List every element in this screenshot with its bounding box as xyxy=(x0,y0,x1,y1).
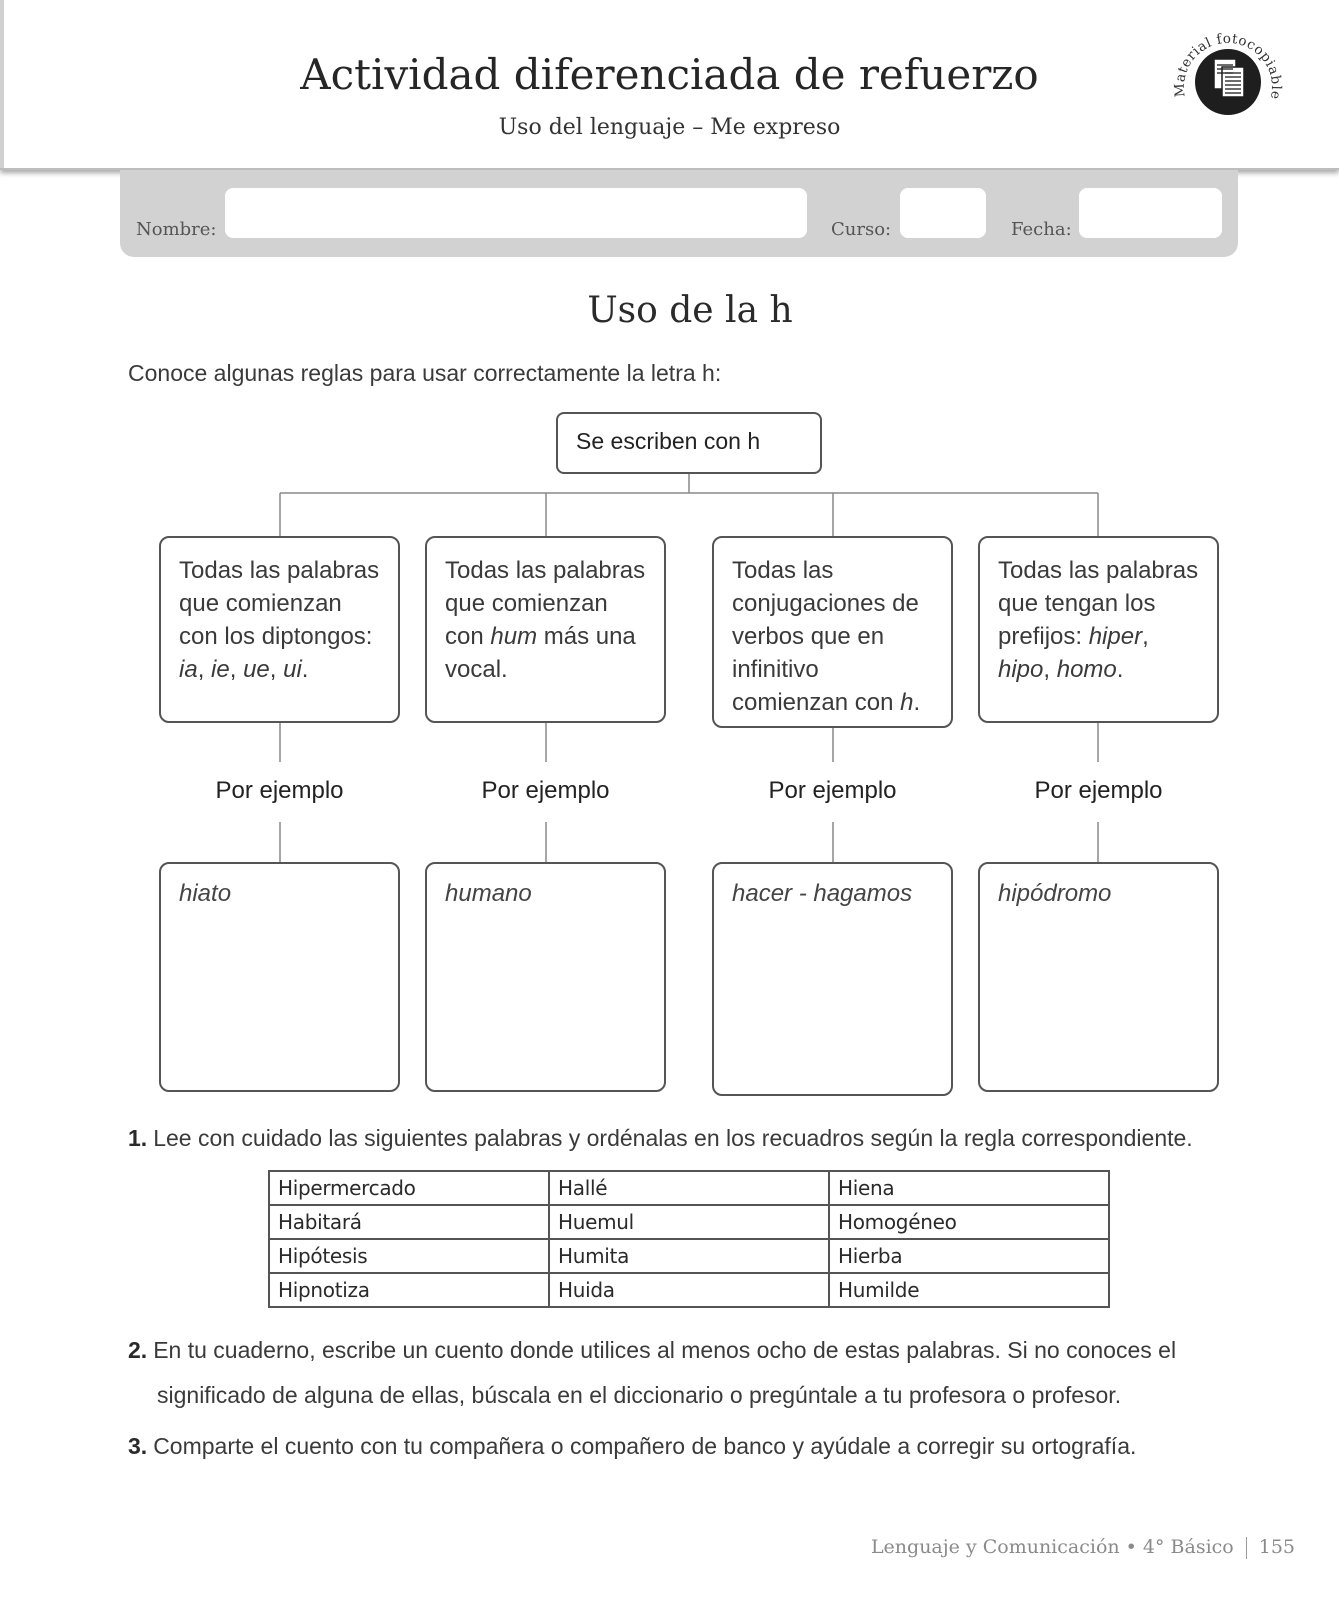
rule-text: homo xyxy=(1056,656,1117,683)
example-box-diptongos[interactable] xyxy=(159,862,400,1092)
material-fotocopiable-seal xyxy=(1168,22,1288,142)
example-box-prefijos[interactable] xyxy=(978,862,1219,1092)
rule-text: Todas las palabras que comienzan con los diptongos: xyxy=(179,557,380,650)
section-title: Uso de la h xyxy=(587,290,793,331)
table-cell: Hierba xyxy=(829,1239,1109,1273)
activity-text: Lee con cuidado las siguientes palabras y ordénalas en los recuadros según la regla correspondiente. xyxy=(153,1125,1193,1151)
table-cell: Huemul xyxy=(549,1205,829,1239)
rule-box-hum xyxy=(425,536,666,723)
rule-text: ue xyxy=(243,656,270,683)
page-subtitle: Uso del lenguaje – Me expreso xyxy=(498,115,841,140)
course-label: Curso: xyxy=(831,219,892,240)
rule-text: , xyxy=(1142,623,1149,650)
rule-text: ui xyxy=(283,656,302,683)
example-label: Por ejemplo xyxy=(481,777,610,804)
rule-text: , xyxy=(269,656,284,683)
activity-2 xyxy=(128,1328,1176,1418)
example-label: Por ejemplo xyxy=(768,777,897,804)
activity-3 xyxy=(128,1424,1136,1469)
table-cell: Hipermercado xyxy=(269,1171,549,1205)
table-cell: Hipnotiza xyxy=(269,1273,549,1307)
rule-text: . xyxy=(913,689,921,716)
rule-text: ie xyxy=(211,656,230,683)
concept-map-root: Se escriben con h xyxy=(556,412,822,474)
example-word: hipódromo xyxy=(998,880,1112,907)
rule-text: Todas las conjugaciones de verbos que en infinitivo comienzan con xyxy=(732,557,919,716)
page-title: Actividad diferenciada de refuerzo xyxy=(300,50,1039,99)
footer-divider xyxy=(1246,1537,1247,1559)
table-cell: Habitará xyxy=(269,1205,549,1239)
example-box-verbos[interactable] xyxy=(712,862,953,1096)
page-footer xyxy=(871,1536,1295,1559)
example-label: Por ejemplo xyxy=(215,777,344,804)
table-row xyxy=(269,1171,1109,1205)
rule-text: . xyxy=(301,656,309,683)
activity-number: 2. xyxy=(128,1337,148,1363)
table-cell: Hipótesis xyxy=(269,1239,549,1273)
activity-number: 3. xyxy=(128,1433,148,1459)
activity-1 xyxy=(128,1116,1193,1161)
rule-text: más una vocal. xyxy=(445,623,636,683)
footer-text: Lenguaje y Comunicación • 4° Básico xyxy=(870,1536,1234,1558)
rule-text: ia xyxy=(179,656,198,683)
rule-text: hipo xyxy=(998,656,1044,683)
intro-text: Conoce algunas reglas para usar correctamente la letra h: xyxy=(128,360,722,386)
table-cell: Homogéneo xyxy=(829,1205,1109,1239)
word-table xyxy=(268,1170,1110,1308)
rule-text: , xyxy=(229,656,244,683)
activity-text: Comparte el cuento con tu compañera o compañero de banco y ayúdale a corregir su ortografía. xyxy=(153,1433,1137,1459)
rule-text: Todas las palabras que tengan los prefijos: xyxy=(998,557,1199,650)
table-row xyxy=(269,1273,1109,1307)
table-cell: Hallé xyxy=(549,1171,829,1205)
course-field[interactable] xyxy=(900,188,986,238)
example-word: humano xyxy=(445,880,532,907)
rule-text: , xyxy=(197,656,212,683)
rule-box-prefijos xyxy=(978,536,1219,723)
name-field[interactable] xyxy=(225,188,807,238)
student-info-bar xyxy=(120,170,1238,257)
example-word: hacer - hagamos xyxy=(732,880,913,907)
activity-text: En tu cuaderno, escribe un cuento donde utilices al menos ocho de estas palabras. Si no conoces el xyxy=(153,1337,1177,1363)
rule-text: Todas las palabras que comienzan con xyxy=(445,557,646,650)
activity-number: 1. xyxy=(128,1125,148,1151)
example-word: hiato xyxy=(179,880,232,907)
date-label: Fecha: xyxy=(1011,219,1072,240)
seal-text: Material fotocopiable xyxy=(1171,30,1285,101)
rule-box-diptongos xyxy=(159,536,400,723)
example-box-hum[interactable] xyxy=(425,862,666,1092)
name-label: Nombre: xyxy=(136,219,217,240)
date-field[interactable] xyxy=(1079,188,1222,238)
table-cell: Humita xyxy=(549,1239,829,1273)
table-cell: Humilde xyxy=(829,1273,1109,1307)
rule-text: hiper xyxy=(1088,623,1143,650)
rule-text: , xyxy=(1043,656,1057,683)
table-cell: Huida xyxy=(549,1273,829,1307)
rule-text: . xyxy=(1116,656,1124,683)
page-number: 155 xyxy=(1258,1536,1295,1558)
example-label: Por ejemplo xyxy=(1034,777,1163,804)
rule-text: h xyxy=(900,689,914,716)
table-row xyxy=(269,1239,1109,1273)
table-row xyxy=(269,1205,1109,1239)
rule-box-verbos xyxy=(712,536,953,728)
rule-text: hum xyxy=(490,623,538,650)
page-header xyxy=(0,0,1339,170)
table-cell: Hiena xyxy=(829,1171,1109,1205)
activity-text-continued: significado de alguna de ellas, búscala en el diccionario o pregúntale a tu profesora o profesor. xyxy=(157,1382,1122,1408)
